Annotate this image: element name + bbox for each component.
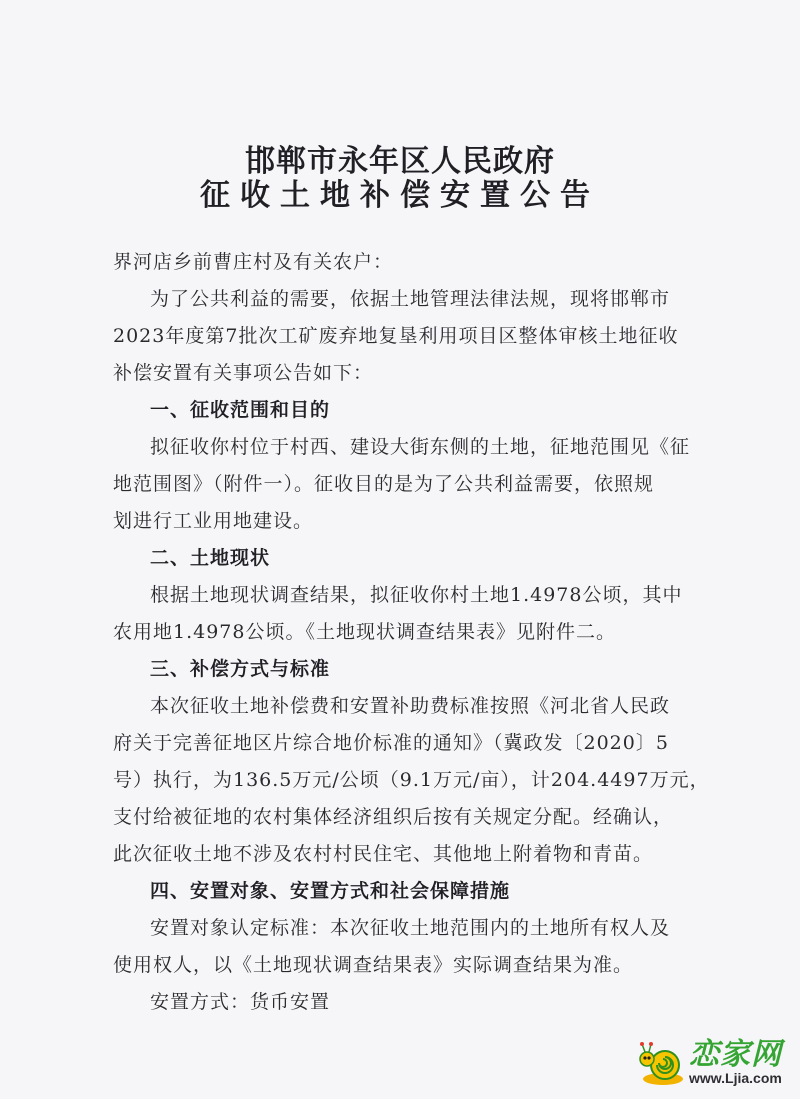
watermark-brand: 恋家网 — [689, 1037, 782, 1072]
section-heading-land-status: 二、土地现状 — [150, 547, 271, 569]
section-heading-compensation: 三、补偿方式与标准 — [150, 658, 331, 680]
intro-line: 2023年度第7批次工矿废弃地复垦利用项目区整体审核土地征收 — [113, 325, 679, 347]
section-line: 号）执行，为136.5万元/公顷（9.1万元/亩），计204.4497万元， — [113, 769, 710, 791]
section-line: 使用权人，以《土地现状调查结果表》实际调查结果为准。 — [113, 954, 634, 976]
section-line: 拟征收你村位于村西、建设大街东侧的土地，征地范围见《征 — [150, 436, 691, 458]
section-line: 府关于完善征地区片综合地价标准的通知》（冀政发〔2020〕5 — [113, 732, 669, 754]
section-line: 根据土地现状调查结果，拟征收你村土地1.4978公顷，其中 — [150, 584, 683, 606]
title-line-1: 邯郸市永年区人民政府 — [245, 144, 555, 179]
snail-icon — [637, 1039, 685, 1087]
section-line: 划进行工业用地建设。 — [113, 510, 314, 532]
salutation: 界河店乡前曹庄村及有关农户： — [113, 251, 394, 273]
section-line: 安置对象认定标准：本次征收土地范围内的土地所有权人及 — [150, 917, 671, 939]
title-line-2: 征收土地补偿安置公告 — [200, 178, 600, 213]
section-heading-scope: 一、征收范围和目的 — [150, 399, 331, 421]
section-heading-resettlement: 四、安置对象、安置方式和社会保障措施 — [150, 880, 511, 902]
section-line: 支付给被征地的农村集体经济组织后按有关规定分配。经确认， — [113, 806, 674, 828]
watermark-url: www.Ljia.com — [689, 1070, 782, 1086]
section-line: 农用地1.4978公顷。《土地现状调查结果表》见附件二。 — [113, 621, 616, 643]
watermark-logo — [637, 1039, 782, 1087]
section-line: 地范围图》（附件一）。征收目的是为了公共利益需要，依照规 — [113, 473, 655, 495]
section-line: 安置方式：货币安置 — [150, 991, 331, 1013]
intro-line: 补偿安置有关事项公告如下： — [113, 362, 374, 384]
section-line: 此次征收土地不涉及农村村民住宅、其他地上附着物和青苗。 — [113, 843, 654, 865]
intro-line: 为了公共利益的需要，依据土地管理法律法规，现将邯郸市 — [150, 288, 671, 310]
section-line: 本次征收土地补偿费和安置补助费标准按照《河北省人民政 — [150, 695, 671, 717]
